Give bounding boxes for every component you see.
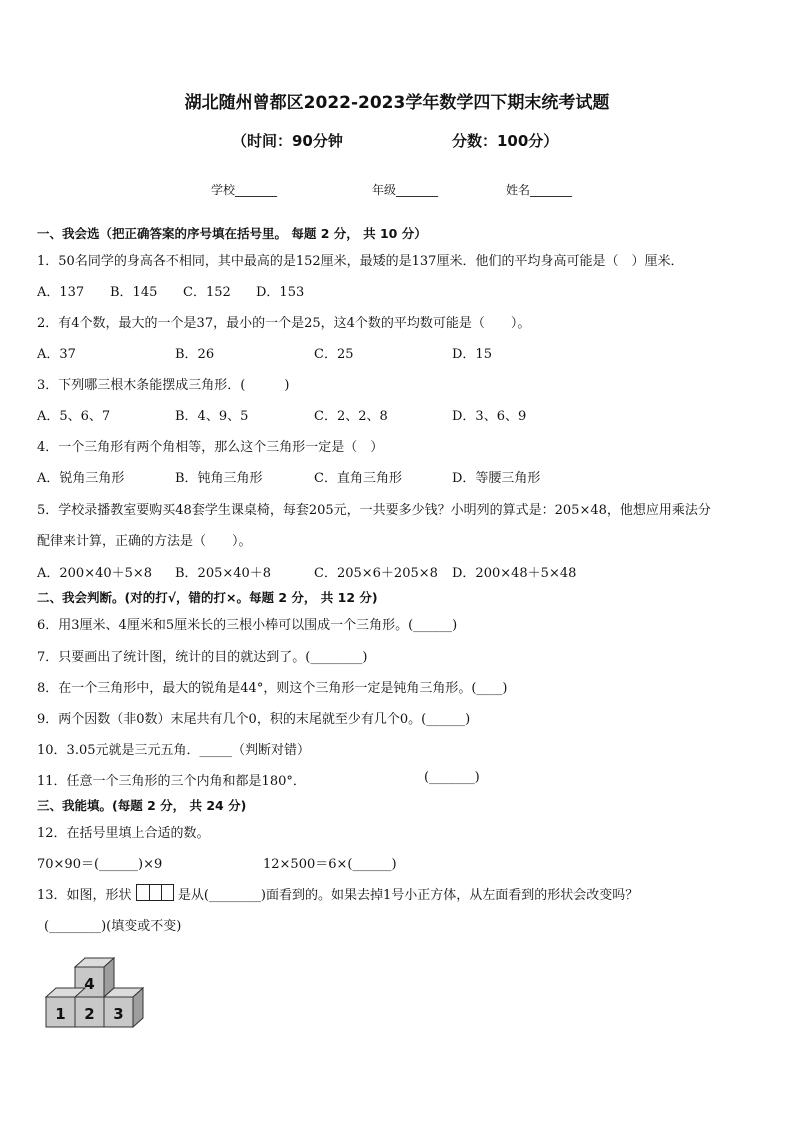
q3-option-d: D．3、6、9: [452, 409, 527, 424]
q3-option-c: C．2、2、8: [314, 409, 388, 424]
cube-label-1: 1: [55, 1005, 66, 1023]
cube-figure: [40, 955, 150, 1031]
question-13-prefix: 13．如图，形状: [37, 888, 132, 903]
question-12a: 70×90＝(______)×9: [37, 857, 163, 872]
q3-option-a: A．5、6、7: [37, 409, 111, 424]
question-7: 7．只要画出了统计图，统计的目的就达到了。(________): [37, 650, 368, 665]
question-1: 1．50名同学的身高各不相同，其中最高的是152厘米，最矮的是137厘米．他们的平均身高可能是（ ）厘米．: [37, 254, 684, 269]
q5-option-c: C．205×6＋205×8: [314, 566, 438, 581]
question-3: 3．下列哪三根木条能摆成三角形．( ): [37, 378, 290, 393]
q1-option-d: D．153: [256, 285, 305, 300]
exam-score: 分数：100分）: [452, 132, 559, 150]
q5-option-a: A．200×40＋5×8: [37, 566, 153, 581]
question-2: 2．有4个数，最大的一个是37，最小的一个是25，这4个数的平均数可能是（ ）。: [37, 316, 531, 331]
section2-heading: 二、我会判断。(对的打√，错的打×。每题 2 分， 共 12 分): [37, 590, 378, 605]
question-10: 10．3.05元就是三元五角．_____（判断对错）: [37, 743, 310, 758]
grade-field: 年级_______: [372, 183, 439, 197]
three-square-shape-icon: [136, 884, 174, 901]
q1-option-c: C．152: [183, 285, 231, 300]
cube-label-4: 4: [84, 975, 95, 993]
q5-option-d: D．200×48＋5×48: [452, 566, 577, 581]
q4-option-a: A．锐角三角形: [37, 471, 125, 486]
q2-option-c: C．25: [314, 347, 354, 362]
question-11-blank: (_______): [424, 770, 480, 785]
question-12: 12．在括号里填上合适的数。: [37, 826, 210, 841]
q1-option-a: A．137: [37, 285, 85, 300]
question-4: 4．一个三角形有两个角相等，那么这个三角形一定是（ ）: [37, 440, 384, 455]
question-13-line2: (________)(填变或不变): [44, 919, 182, 934]
q4-option-d: D．等腰三角形: [452, 471, 541, 486]
question-8: 8．在一个三角形中，最大的锐角是44°，则这个三角形一定是钝角三角形。(____): [37, 681, 508, 696]
section1-heading: 一、我会选（把正确答案的序号填在括号里。 每题 2 分， 共 10 分）: [37, 226, 427, 241]
question-5-line2: 配律来计算，正确的方法是（ ）。: [37, 534, 252, 549]
q3-option-b: B．4、9、5: [175, 409, 249, 424]
name-field: 姓名_______: [506, 183, 573, 197]
section3-heading: 三、我能填。(每题 2 分， 共 24 分): [37, 798, 247, 813]
question-13-suffix: 是从(________)面看到的。如果去掉1号小正方体，从左面看到的形状会改变吗？: [177, 888, 639, 903]
q2-option-b: B．26: [175, 347, 215, 362]
cube-label-2: 2: [84, 1005, 95, 1023]
question-13-line1: [37, 884, 638, 903]
question-12b: 12×500＝6×(______): [263, 857, 397, 872]
question-11: 11．任意一个三角形的三个内角和都是180°．: [37, 774, 306, 789]
cube-label-3: 3: [113, 1005, 124, 1023]
q2-option-a: A．37: [37, 347, 76, 362]
exam-time: （时间：90分钟: [232, 132, 343, 150]
q1-option-b: B．145: [110, 285, 158, 300]
page-title: 湖北随州曾都区2022-2023学年数学四下期末统考试题: [184, 93, 610, 113]
q5-option-b: B．205×40＋8: [175, 566, 272, 581]
q4-option-b: B．钝角三角形: [175, 471, 263, 486]
q4-option-c: C．直角三角形: [314, 471, 402, 486]
question-9: 9．两个因数（非0数）末尾共有几个0，积的末尾就至少有几个0。(______): [37, 712, 471, 727]
school-field: 学校_______: [211, 183, 278, 197]
q2-option-d: D．15: [452, 347, 492, 362]
question-5-line1: 5．学校录播教室要购买48套学生课桌椅，每套205元，一共要多少钱？小明列的算式是：205×48，他想应用乘法分: [37, 503, 711, 518]
question-6: 6．用3厘米、4厘米和5厘米长的三根小棒可以围成一个三角形。(______): [37, 618, 458, 633]
